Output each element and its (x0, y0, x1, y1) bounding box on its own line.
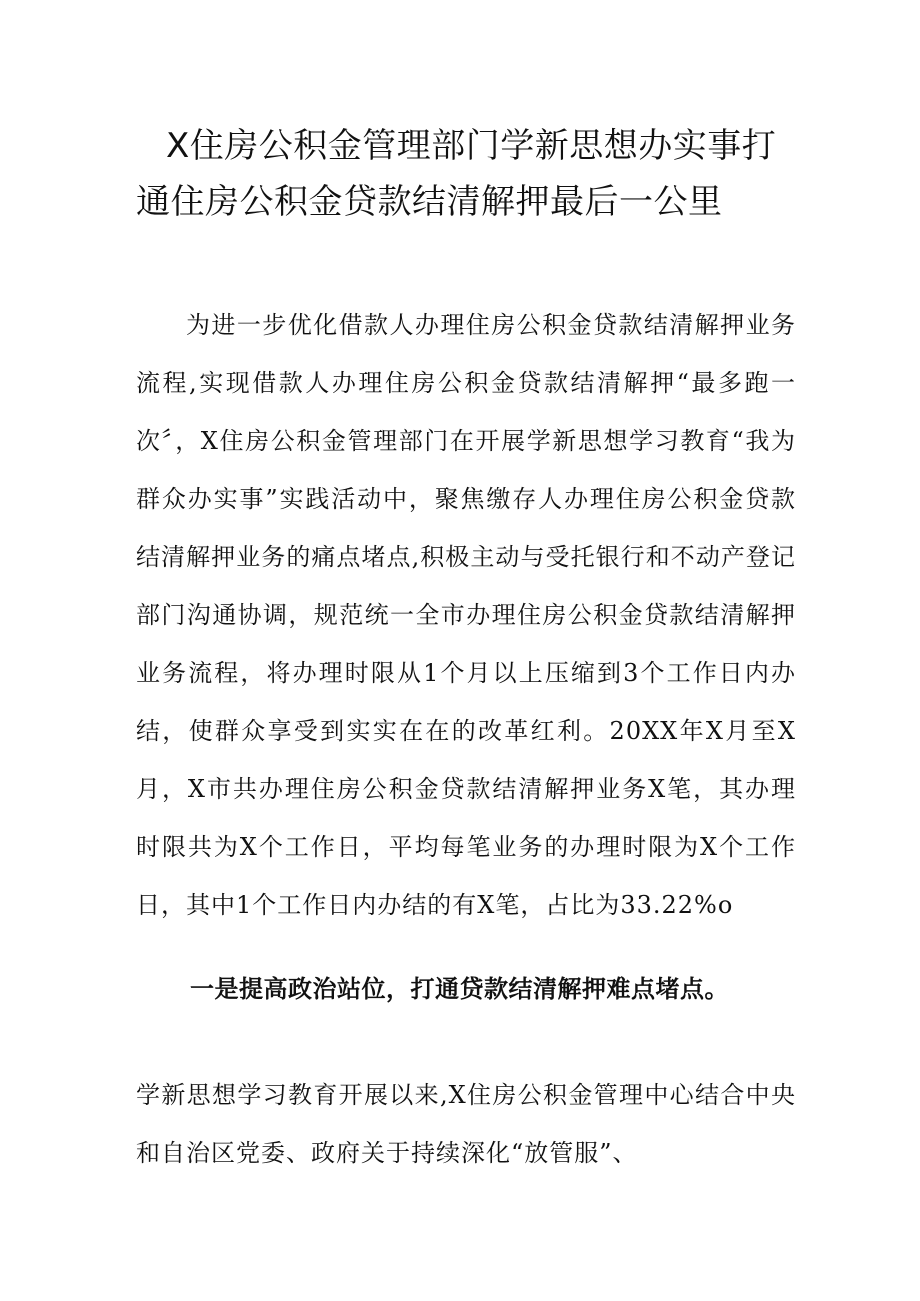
title-line-1: X住房公积金管理部门学新思想办实事打 (166, 126, 777, 166)
document-title (136, 118, 796, 230)
body-paragraph-2: 学新思想学习教育开展以来,X住房公积金管理中心结合中央和自治区党委、政府关于持续深化“放管服”、 (136, 1081, 796, 1167)
title-line-2: 通住房公积金贷款结清解押最后一公里 (136, 182, 723, 222)
body-paragraph-1: 为进一步优化借款人办理住房公积金贷款结清解押业务流程,实现借款人办理住房公积金贷款结清解押“最多跑一次〞，X住房公积金管理部门在开展学新思想学习教育“我为群众办实事”实践活动中，聚焦缴存人办理住房公积金贷款结清解押业务的痛点堵点,积极主动与受托银行和不动产登记部门沟通协调，规范统一全市办理住房公积金贷款结清解押业务流程，将办理时限从1个月以上压缩到3个工作日内办结，使群众享受到实实在在的改革红利。20XX年X月至X月，X市共办理住房公积金贷款结清解押业务X笔，其办理时限共为X个工作日，平均每笔业务的办理时限为X个工作日，其中1个工作日内办结的有X笔，占比为33.22%o (136, 311, 796, 919)
section-heading-1: 一是提高政治站位，打通贷款结清解押难点堵点。 (190, 975, 729, 1003)
